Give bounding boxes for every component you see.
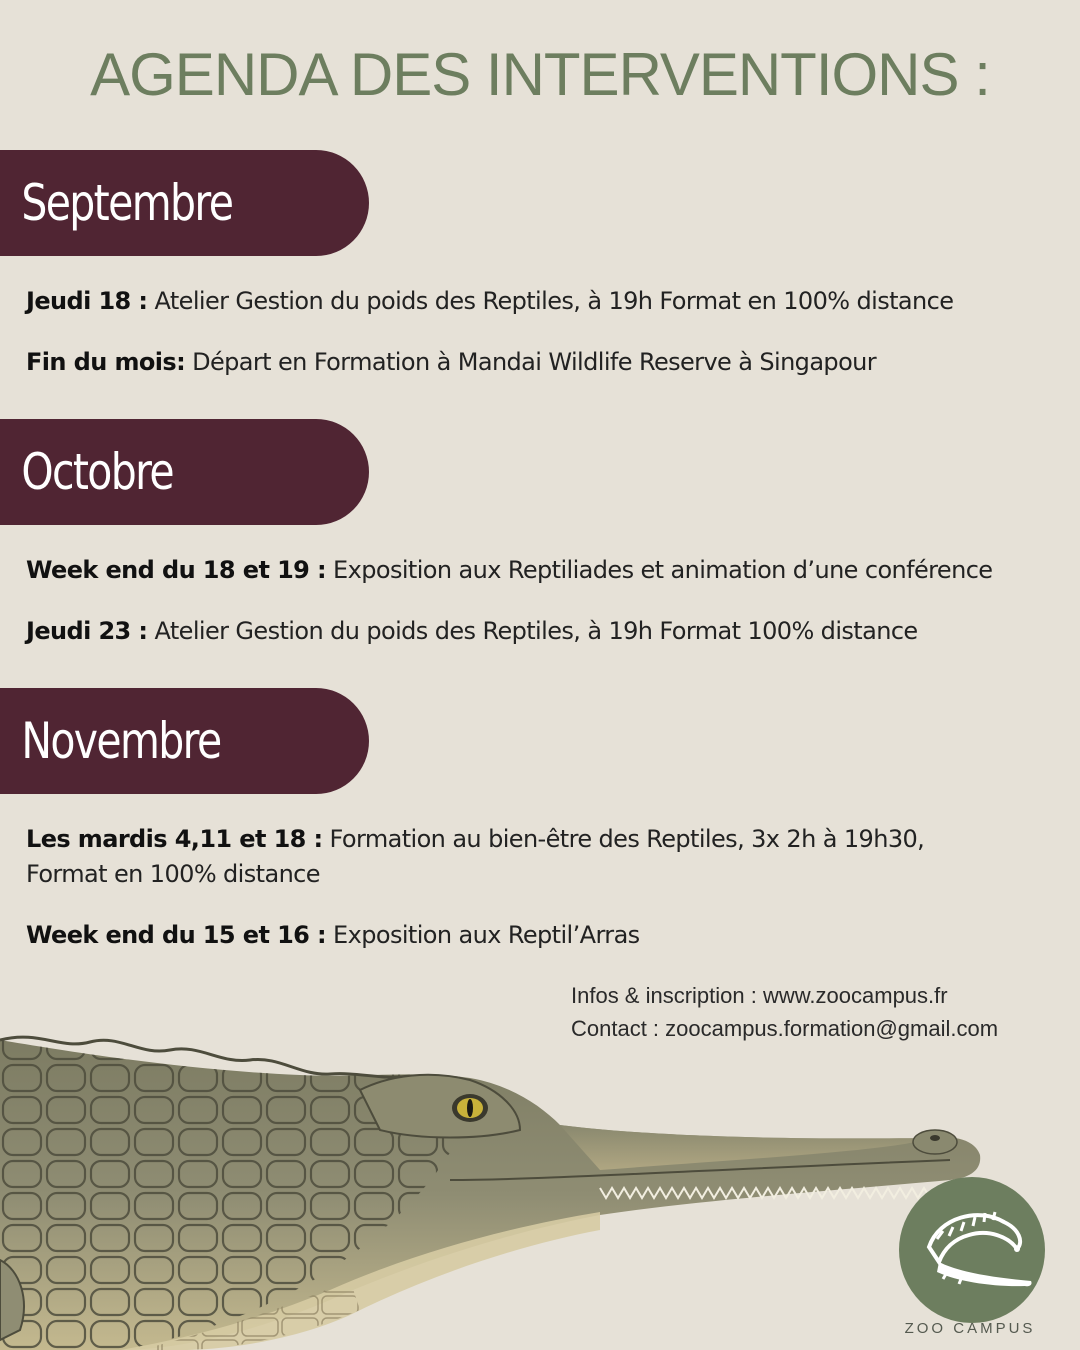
contact-email: Contact : zoocampus.formation@gmail.com (571, 1016, 999, 1041)
event-date: Jeudi 18 : (26, 287, 148, 315)
logo-text: ZOO CAMPUS (904, 1320, 1036, 1337)
month-label: Octobre (21, 443, 174, 501)
event-item (26, 345, 1036, 380)
crocodile-icon (899, 1177, 1045, 1323)
event-date: Fin du mois: (26, 348, 186, 376)
event-date: Les mardis 4,11 et 18 : (26, 825, 323, 853)
event-item (26, 614, 1036, 649)
event-description: Formation au bien-être des Reptiles, 3x 2h à 19h30, (322, 825, 925, 853)
event-item (26, 284, 1036, 319)
event-date: Week end du 15 et 16 : (26, 921, 327, 949)
event-item (26, 918, 1036, 953)
event-description: Exposition aux Reptiliades et animation d’une conférence (326, 556, 993, 584)
month-header-novembre (0, 688, 369, 794)
page-title: AGENDA DES INTERVENTIONS : (90, 41, 990, 108)
gharial-illustration (0, 1030, 1000, 1350)
month-label: Septembre (21, 174, 233, 232)
contact-infos: Infos & inscription : www.zoocampus.fr (571, 983, 948, 1008)
event-description-continued: Format en 100% distance (26, 860, 320, 888)
event-date: Jeudi 23 : (26, 617, 148, 645)
event-description: Départ en Formation à Mandai Wildlife Reserve à Singapour (185, 348, 877, 376)
event-item (26, 822, 1036, 892)
month-label: Novembre (21, 712, 221, 770)
event-description: Atelier Gestion du poids des Reptiles, à 19h Format en 100% distance (147, 287, 954, 315)
event-date: Week end du 18 et 19 : (26, 556, 327, 584)
event-description: Exposition aux Reptil’Arras (326, 921, 640, 949)
zoo-campus-logo (899, 1177, 1045, 1323)
month-header-septembre (0, 150, 369, 256)
month-header-octobre (0, 419, 369, 525)
event-item (26, 553, 1036, 588)
event-description: Atelier Gestion du poids des Reptiles, à 19h Format 100% distance (147, 617, 918, 645)
